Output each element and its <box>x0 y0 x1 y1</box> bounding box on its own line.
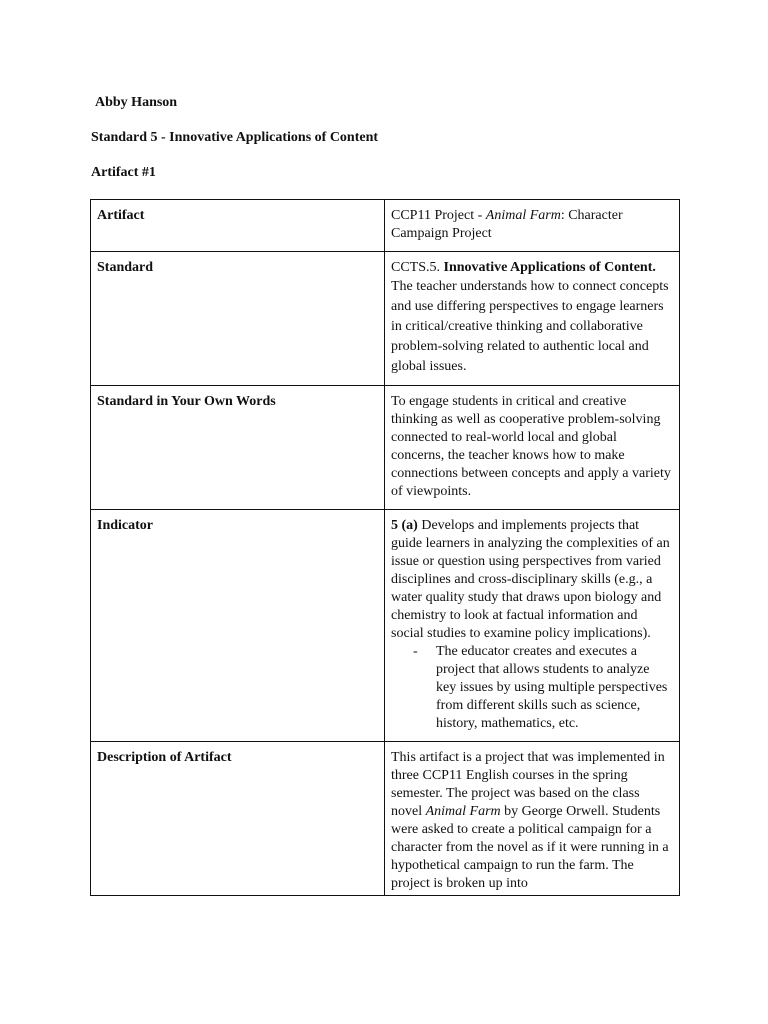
standard-heading: Standard 5 - Innovative Applications of Content <box>91 130 379 145</box>
table-row <box>91 742 680 896</box>
description-novel-title: Animal Farm <box>425 804 501 819</box>
standard-code: CCTS.5. <box>391 260 444 275</box>
indicator-code: 5 (a) <box>391 518 418 533</box>
description-label: Description of Artifact <box>91 742 385 896</box>
table-row <box>91 510 680 742</box>
artifact-number-heading: Artifact #1 <box>91 165 156 180</box>
description-value <box>385 742 680 896</box>
standard-value <box>385 252 680 386</box>
artifact-table <box>90 199 680 896</box>
artifact-value <box>385 200 680 252</box>
table-row <box>91 200 680 252</box>
author-name: Abby Hanson <box>95 95 178 110</box>
standard-label: Standard <box>91 252 385 386</box>
artifact-value-suffix: : Character Campaign Project <box>391 208 623 241</box>
artifact-label: Artifact <box>91 200 385 252</box>
indicator-label: Indicator <box>91 510 385 742</box>
artifact-value-title: Animal Farm <box>485 208 561 223</box>
indicator-value <box>385 510 680 742</box>
standard-title: Innovative Applications of Content. <box>443 260 656 275</box>
standard-text: The teacher understands how to connect concepts and use differing perspectives to engage learners in critical/creative thinking and collaborative problem-solving related to authentic local and global issues. <box>391 279 669 374</box>
own-words-value: To engage students in critical and creative thinking as well as cooperative problem-solving connected to real-world local and global concerns, the teacher knows how to make connections between concepts and apply a variety of viewpoints. <box>385 386 680 510</box>
bullet-dash: - <box>413 644 418 659</box>
table-row <box>91 252 680 386</box>
indicator-text: Develops and implements projects that guide learners in analyzing the complexities of an issue or question using perspectives from varied disciplines and cross-disciplinary skills (e.g., a water quality study that draws upon biology and chemistry to look at factual information and social studies to examine policy implications). <box>391 518 670 641</box>
artifact-value-prefix: CCP11 Project - <box>391 208 486 223</box>
bullet-text: The educator creates and executes a project that allows students to analyze key issues by using multiple perspectives from different skills such as science, history, mathematics, etc. <box>436 644 668 731</box>
description-text-end: by George Orwell. Students were asked to create a political campaign for a character from the novel as if it were running in a hypothetical campaign to run the farm. The project is broken up into <box>391 804 669 891</box>
list-item <box>391 643 673 733</box>
description-text-start: This artifact is a project that was implemented in three CCP11 English courses in the spring semester. The project was based on the class novel <box>391 750 665 819</box>
own-words-label: Standard in Your Own Words <box>91 386 385 510</box>
table-row <box>91 386 680 510</box>
